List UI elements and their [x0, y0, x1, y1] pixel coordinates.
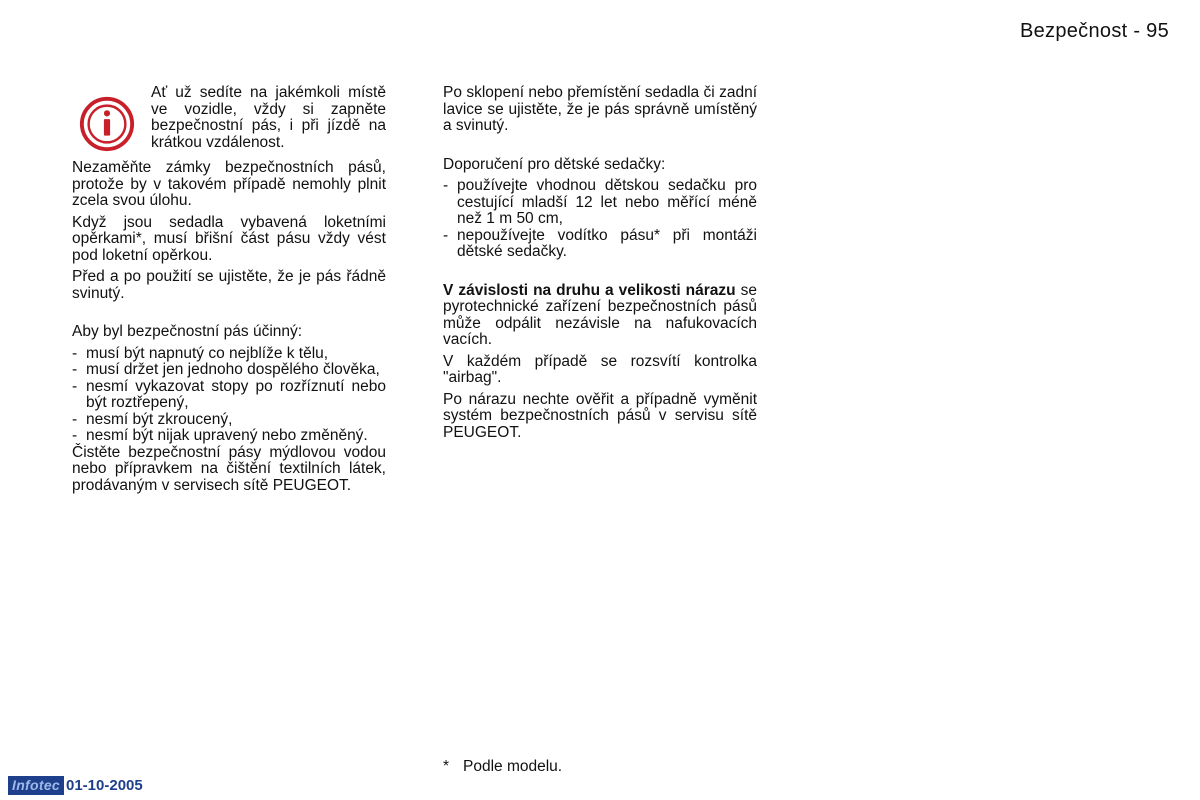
- child-seat-list: [443, 178, 757, 261]
- footer: [8, 776, 143, 794]
- paragraph-rest: se pyrotechnické zařízení bezpečnostních pásů může odpálit nezávisle na nafukovacích vacích.: [443, 281, 757, 348]
- info-icon: [78, 95, 136, 153]
- paragraph: Čistěte bezpečnostní pásy mýdlovou vodou nebo přípravkem na čištění textilních látek, prodávaným v servisech sítě PEUGEOT.: [72, 443, 386, 494]
- paragraph: Nezaměňte zámky bezpečnostních pásů, protože by v takovém případě nemohly plnit zcela svou úlohu.: [72, 159, 386, 209]
- paragraph: Po nárazu nechte ověřit a případně vyměnit systém bezpečnostních pásů v servisu sítě PEUGEOT.: [443, 390, 757, 441]
- footnote-text: Podle modelu.: [463, 758, 563, 775]
- infotec-logo: Infotec: [8, 776, 64, 795]
- page-title: Bezpečnost - 95: [1019, 20, 1169, 42]
- paragraph: Když jsou sedadla vybavená loketními opěrkami*, musí břišní část pásu vždy vést pod loketní opěrkou.: [72, 213, 386, 264]
- list-item: - nesmí být nijak upravený nebo změněný.: [72, 428, 386, 445]
- right-column: [443, 85, 757, 441]
- info-note-text: Ať už sedíte na jakémkoli místě ve vozidle, vždy si zapněte bezpečnostní pás, i při jízdě na krátkou vzdálenost.: [151, 84, 386, 151]
- list-item: - nesmí vykazovat stopy po rozříznutí nebo být roztřepený,: [72, 379, 386, 412]
- paragraph: Před a po použití se ujistěte, že je pás řádně svinutý.: [72, 268, 386, 302]
- list-intro: Aby byl bezpečnostní pás účinný:: [72, 323, 303, 340]
- paragraph: Po sklopení nebo přemístění sedadla či zadní lavice se ujistěte, že je pás správně umístěný a svinutý.: [443, 84, 757, 134]
- belt-requirements-list: [72, 346, 386, 445]
- footer-date: 01-10-2005: [66, 776, 143, 794]
- footnote-marker: *: [443, 758, 450, 775]
- bold-phrase: V závislosti na druhu a velikosti nárazu: [443, 281, 736, 299]
- list-intro: Doporučení pro dětské sedačky:: [443, 155, 666, 173]
- list-item: - musí držet jen jednoho dospělého člověka,: [72, 362, 386, 379]
- list-item: - nesmí být zkroucený,: [72, 412, 386, 429]
- info-note: [72, 85, 386, 151]
- left-column: [72, 85, 386, 494]
- footnote: [443, 758, 562, 776]
- list-item: - musí být napnutý co nejblíže k tělu,: [72, 346, 386, 363]
- list-item: - používejte vhodnou dětskou sedačku pro cestující mladší 12 let nebo měřící méně než 1 m 50 cm,: [443, 178, 757, 228]
- paragraph: [443, 283, 757, 349]
- list-item: - nepoužívejte vodítko pásu* při montáži dětské sedačky.: [443, 228, 757, 261]
- paragraph: V každém případě se rozsvítí kontrolka "airbag".: [443, 352, 757, 386]
